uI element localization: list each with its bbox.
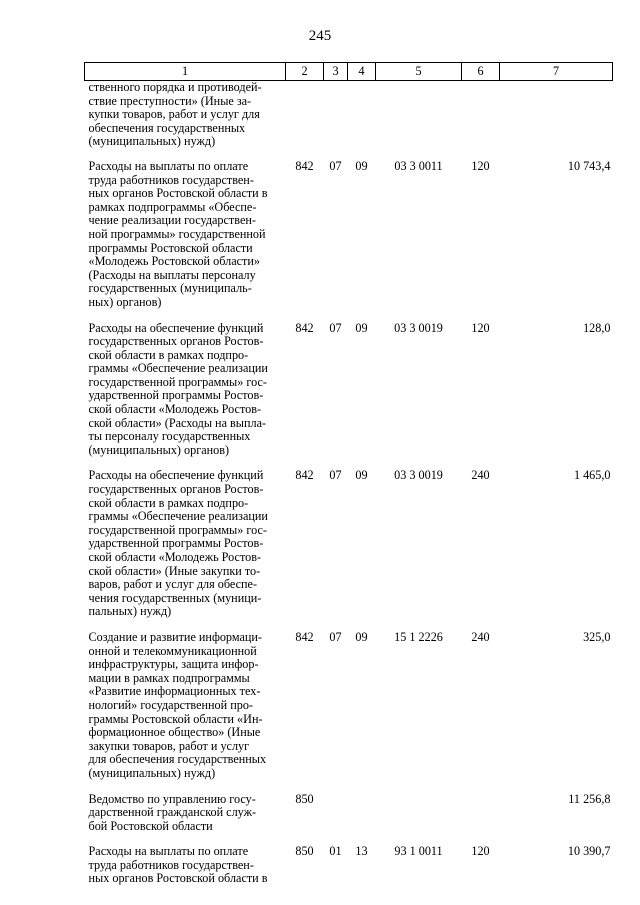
target-article-code: 03 3 0019 bbox=[394, 320, 443, 335]
row-description bbox=[85, 469, 286, 631]
description-line: труда работников государствен- bbox=[88, 172, 254, 187]
description-line: обеспечения государственных bbox=[88, 120, 246, 135]
expense-type-code: 120 bbox=[471, 844, 490, 859]
row-description bbox=[85, 322, 286, 470]
column-header: 6 bbox=[462, 63, 500, 81]
table-row bbox=[85, 469, 613, 631]
description-line: для обеспечения государственных bbox=[88, 752, 267, 767]
row-description bbox=[85, 81, 286, 160]
description-line: нологий» государственной про- bbox=[88, 697, 253, 712]
description-line: ных органов Ростовской области в bbox=[88, 871, 268, 886]
target-article-code bbox=[376, 81, 462, 160]
table-row bbox=[85, 81, 613, 160]
description-line: граммы «Обеспечение реализации bbox=[88, 361, 268, 376]
section-code: 07 bbox=[329, 468, 342, 483]
description-line: граммы Ростовской области «Ин- bbox=[88, 711, 263, 726]
description-line: «Молодежь Ростовской области» bbox=[88, 254, 260, 269]
description-line: Создание и развитие информаци- bbox=[88, 629, 262, 644]
expense-type-code: 240 bbox=[471, 629, 490, 644]
description-line: ных органов Ростовской области в bbox=[88, 186, 268, 201]
amount: 325,0 bbox=[583, 629, 611, 644]
description-line: ствие преступности» (Иные за- bbox=[88, 93, 252, 108]
header-row bbox=[85, 63, 613, 81]
ministry-code: 850 bbox=[295, 844, 314, 859]
table-row bbox=[85, 845, 613, 898]
ministry-code: 842 bbox=[295, 158, 314, 173]
description-line: Ведомство по управлению госу- bbox=[88, 791, 256, 806]
column-header: 4 bbox=[348, 63, 376, 81]
row-description bbox=[85, 160, 286, 322]
description-line: «Развитие информационных тех- bbox=[88, 684, 261, 699]
subsection-code: 09 bbox=[355, 468, 368, 483]
row-description bbox=[85, 793, 286, 846]
description-line: ской области» (Расходы на выпла- bbox=[88, 415, 267, 430]
ministry-code: 842 bbox=[295, 320, 314, 335]
column-header: 1 bbox=[85, 63, 286, 81]
description-line: пальных) нужд) bbox=[88, 604, 172, 619]
description-line: ской области» (Иные закупки то- bbox=[88, 563, 261, 578]
description-line: закупки товаров, работ и услуг bbox=[88, 738, 250, 753]
expense-type-code bbox=[462, 793, 500, 846]
target-article-code: 03 3 0019 bbox=[394, 468, 443, 483]
target-article-code: 15 1 2226 bbox=[394, 629, 443, 644]
ministry-code: 850 bbox=[295, 791, 314, 806]
row-description bbox=[85, 845, 286, 898]
section-code bbox=[324, 81, 348, 160]
subsection-code bbox=[348, 793, 376, 846]
description-line: варов, работ и услуг для обеспе- bbox=[88, 577, 258, 592]
expense-type-code: 240 bbox=[471, 468, 490, 483]
table-row bbox=[85, 631, 613, 793]
description-line: государственной программы» гос- bbox=[88, 522, 267, 537]
section-code bbox=[324, 793, 348, 846]
description-line: ной программы» государственной bbox=[88, 226, 266, 241]
description-line: ской области «Молодежь Ростов- bbox=[88, 550, 262, 564]
table-body bbox=[85, 81, 613, 899]
subsection-code: 13 bbox=[355, 844, 368, 859]
description-line: ударственной программы Ростов- bbox=[88, 536, 264, 551]
description-line: (муниципальных) нужд) bbox=[88, 134, 216, 149]
description-line: Расходы на выплаты по оплате bbox=[88, 844, 249, 859]
description-line: ской области в рамках подпро- bbox=[88, 495, 249, 510]
table-row bbox=[85, 322, 613, 470]
description-line: купки товаров, работ и услуг для bbox=[88, 107, 260, 122]
description-line: мации в рамках подпрограммы bbox=[88, 670, 250, 685]
description-line: Расходы на обеспечение функций bbox=[88, 468, 264, 483]
expense-type-code bbox=[462, 81, 500, 160]
description-line: формационное общество» (Иные bbox=[88, 725, 261, 740]
ministry-code: 842 bbox=[295, 468, 314, 483]
description-line: государственных органов Ростов- bbox=[88, 334, 264, 349]
description-line: ской области «Молодежь Ростов- bbox=[88, 402, 262, 417]
table-row bbox=[85, 793, 613, 846]
column-header: 2 bbox=[286, 63, 324, 81]
section-code: 07 bbox=[329, 629, 342, 644]
subsection-code: 09 bbox=[355, 629, 368, 644]
description-line: (муниципальных) органов) bbox=[88, 442, 230, 457]
amount: 10 390,7 bbox=[567, 844, 611, 859]
description-line: труда работников государствен- bbox=[88, 857, 254, 872]
description-line: государственных (муниципаль- bbox=[88, 281, 252, 296]
column-header: 3 bbox=[324, 63, 348, 81]
description-line: бой Ростовской области bbox=[88, 818, 213, 833]
section-code: 07 bbox=[329, 320, 342, 335]
page-number: 245 bbox=[308, 28, 332, 44]
description-line: государственной программы» гос- bbox=[88, 374, 267, 389]
description-line: Расходы на обеспечение функций bbox=[88, 320, 264, 335]
description-line: государственных органов Ростов- bbox=[88, 482, 264, 497]
table-row bbox=[85, 160, 613, 322]
description-line: ных) органов) bbox=[88, 294, 162, 309]
description-line: чения государственных (муници- bbox=[88, 590, 262, 605]
target-article-code: 03 3 0011 bbox=[394, 158, 443, 173]
description-line: (муниципальных) нужд) bbox=[88, 765, 216, 780]
expense-type-code: 120 bbox=[471, 158, 490, 173]
description-line: Расходы на выплаты по оплате bbox=[88, 158, 249, 173]
ministry-code bbox=[286, 81, 324, 160]
description-line: инфраструктуры, защита инфор- bbox=[88, 657, 259, 672]
subsection-code: 09 bbox=[355, 320, 368, 335]
table-header bbox=[85, 63, 613, 81]
amount: 11 256,8 bbox=[568, 791, 611, 806]
description-line: чение реализации государствен- bbox=[88, 213, 256, 228]
description-line: онной и телекоммуникационной bbox=[88, 643, 257, 658]
description-line: ударственной программы Ростов- bbox=[88, 388, 264, 403]
section-code: 07 bbox=[329, 158, 342, 173]
description-line: ской области в рамках подпро- bbox=[88, 347, 249, 362]
target-article-code: 93 1 0011 bbox=[394, 844, 443, 859]
description-line: ственного порядка и противодей- bbox=[88, 80, 262, 94]
description-line: граммы «Обеспечение реализации bbox=[88, 509, 268, 524]
amount bbox=[500, 81, 613, 160]
subsection-code bbox=[348, 81, 376, 160]
amount: 10 743,4 bbox=[567, 158, 611, 173]
row-description bbox=[85, 631, 286, 793]
budget-table bbox=[84, 62, 613, 898]
target-article-code bbox=[376, 793, 462, 846]
expense-type-code: 120 bbox=[471, 320, 490, 335]
ministry-code: 842 bbox=[295, 629, 314, 644]
section-code: 01 bbox=[329, 844, 342, 859]
subsection-code: 09 bbox=[355, 158, 368, 173]
description-line: рамках подпрограммы «Обеспе- bbox=[88, 199, 257, 214]
column-header: 5 bbox=[376, 63, 462, 81]
amount: 128,0 bbox=[583, 320, 611, 335]
description-line: дарственной гражданской служ- bbox=[88, 805, 257, 820]
description-line: программы Ростовской области bbox=[88, 240, 253, 255]
amount: 1 465,0 bbox=[573, 468, 611, 483]
description-line: ты персоналу государственных bbox=[88, 429, 251, 444]
description-line: (Расходы на выплаты персоналу bbox=[88, 267, 256, 282]
column-header: 7 bbox=[500, 63, 613, 81]
